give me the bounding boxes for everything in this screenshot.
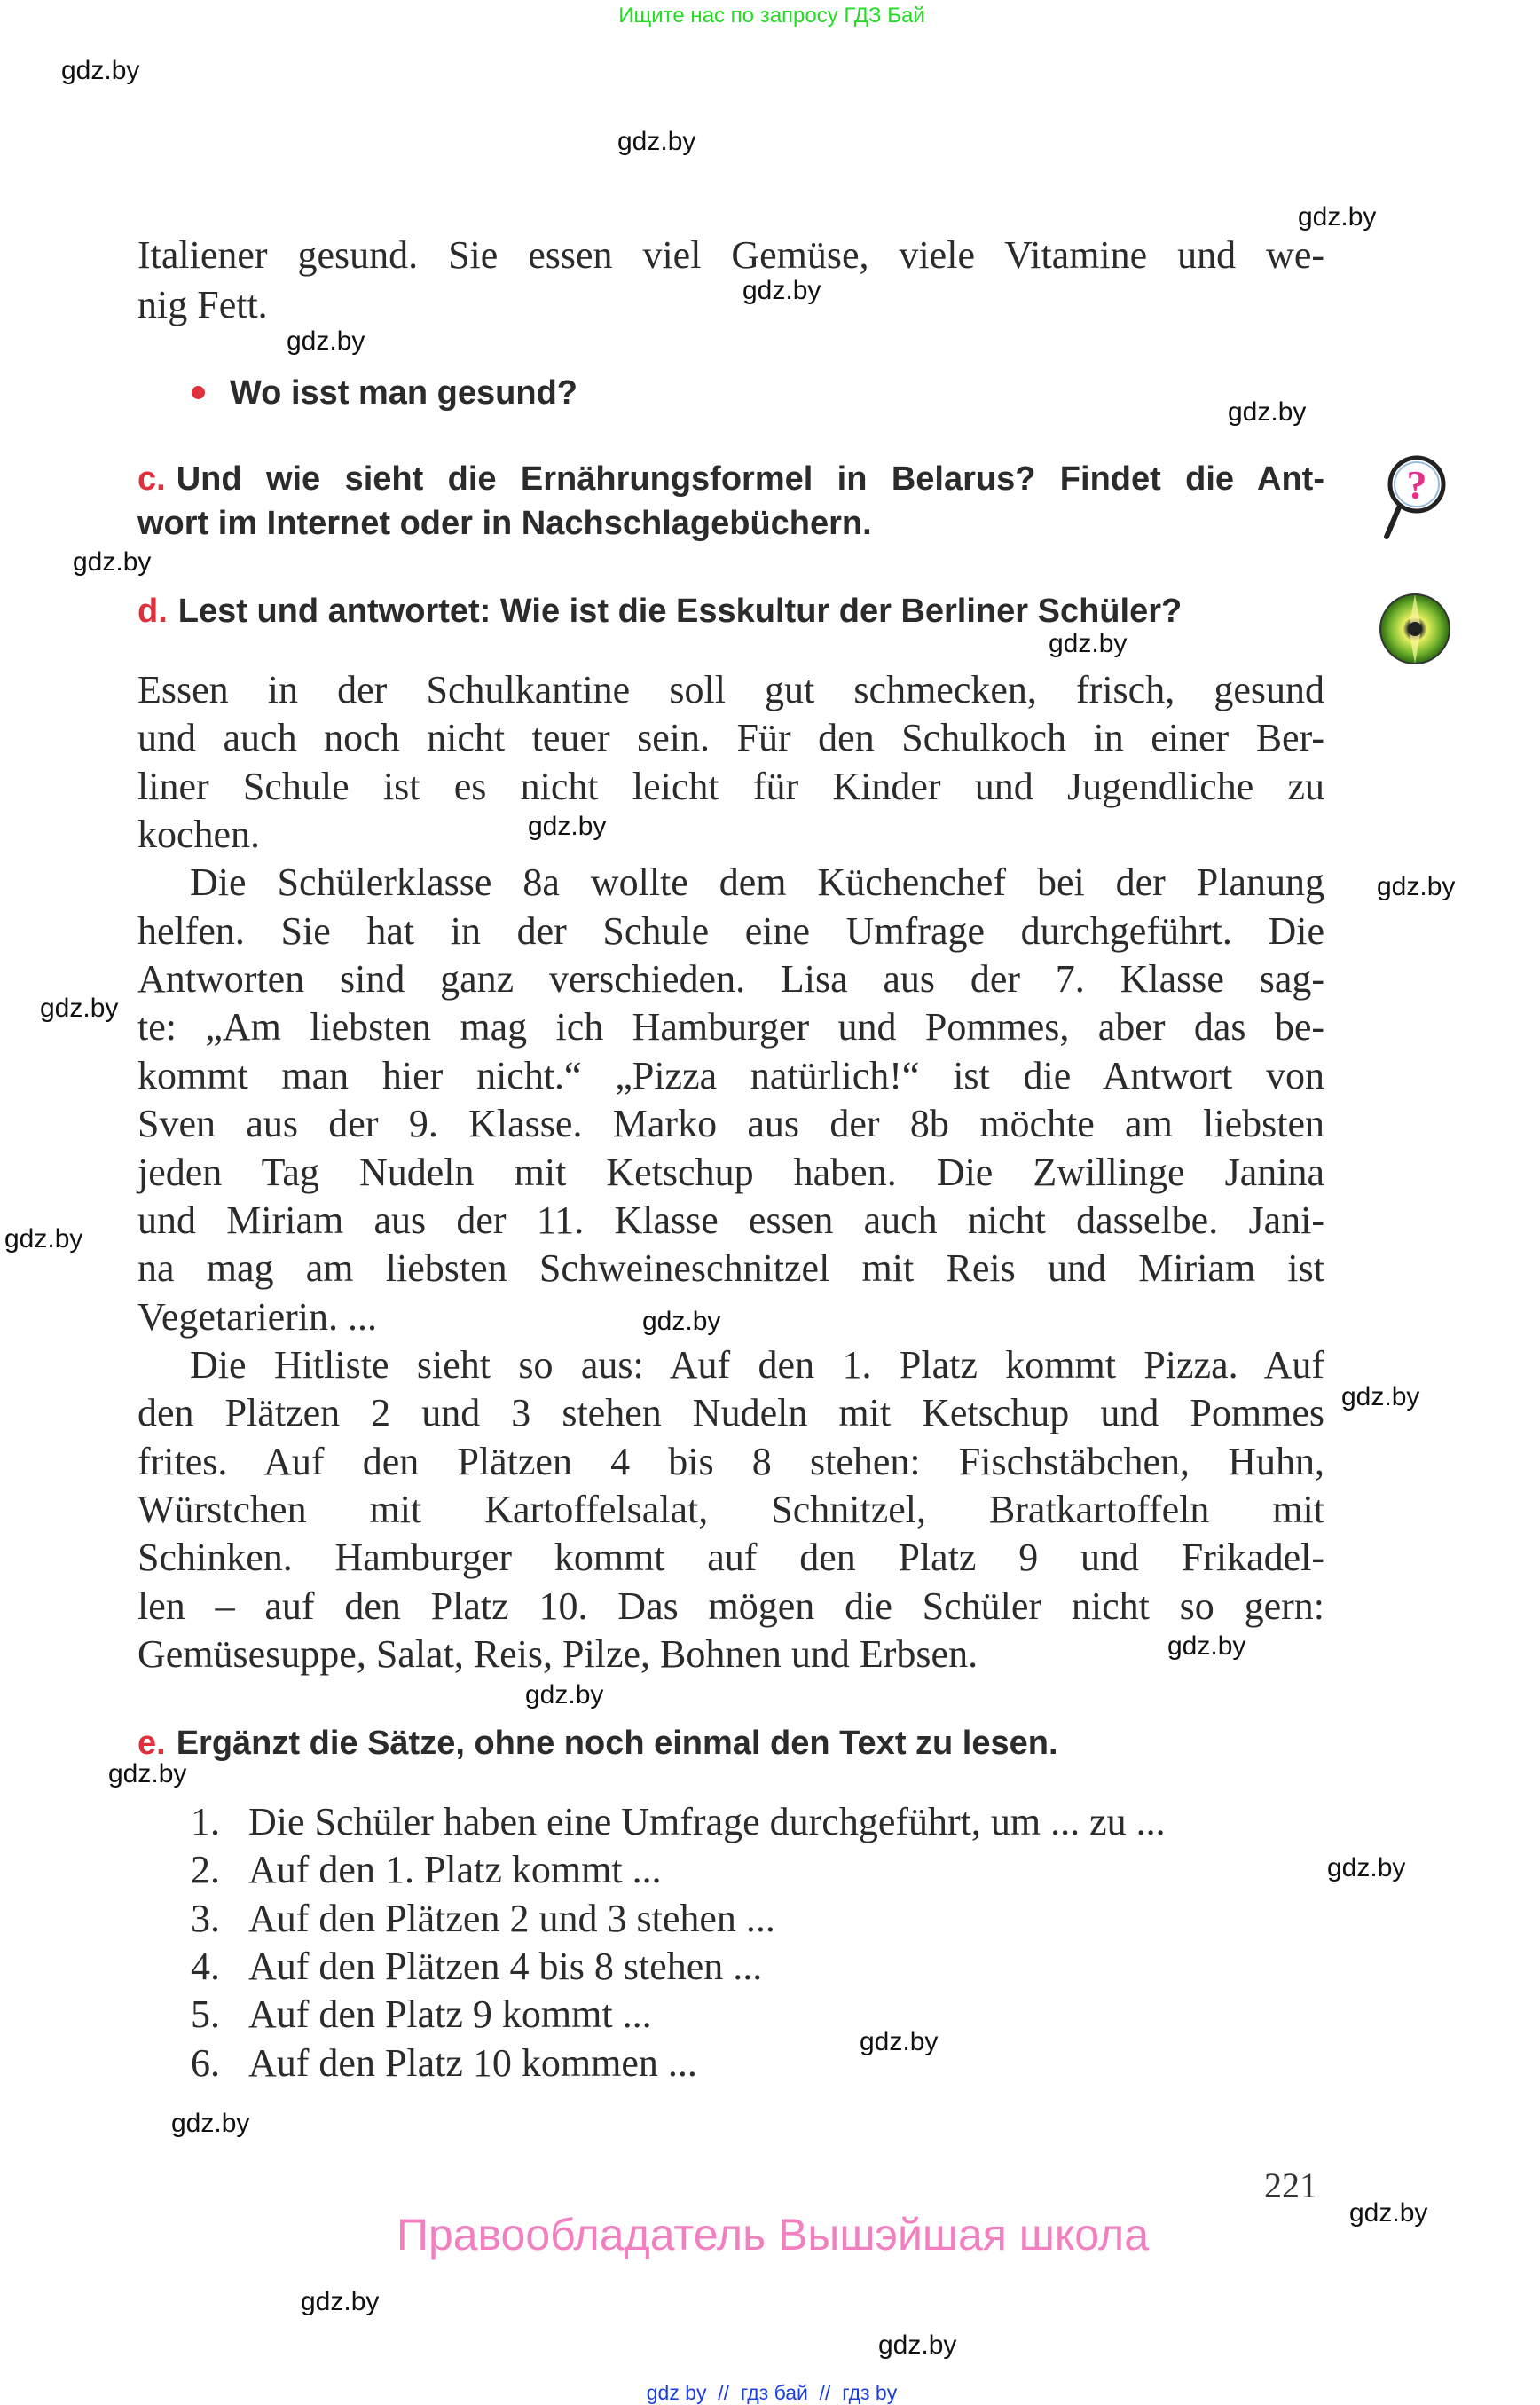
- sentence-text: Die Schüler haben eine Umfrage durchgeführt, um ... zu ...: [248, 1800, 1166, 1843]
- copyright-notice: Правообладатель Вышэйшая школа: [397, 2210, 1149, 2260]
- reading-line: Gemüsesuppe, Salat, Reis, Pilze, Bohnen und Erbsen.: [138, 1632, 978, 1676]
- reading-line: helfen. Sie hat in der Schule eine Umfrage durchgeführt. Die: [138, 908, 1324, 953]
- reading-line: kommt man hier nicht.“ „Pizza natürlich!“ ist die Antwort von: [138, 1053, 1324, 1097]
- page-number: 221: [1264, 2165, 1317, 2205]
- watermark-text: gdz.by: [301, 2287, 380, 2316]
- reading-line: te: „Am liebsten mag ich Hamburger und Pommes, aber das be-: [138, 1005, 1324, 1049]
- watermark-text: gdz.by: [1298, 202, 1377, 232]
- top-banner[interactable]: Ищите нас по запросу ГДЗ Бай: [618, 4, 925, 28]
- sentence-item: [191, 1845, 662, 1895]
- sentence-item: [191, 1894, 775, 1944]
- watermark-text: gdz.by: [525, 1680, 604, 1709]
- reading-line: kochen.: [138, 813, 261, 857]
- reading-line: und auch noch nicht teuer sein. Für den Schulkoch in einer Ber-: [138, 716, 1324, 760]
- reading-line: liner Schule ist es nicht leicht für Kinder und Jugendliche zu: [138, 764, 1324, 808]
- watermark-text: gdz.by: [171, 2109, 250, 2138]
- sentence-text: Auf den Plätzen 2 und 3 stehen ...: [248, 1896, 775, 1940]
- sentence-item: [191, 1797, 1166, 1847]
- watermark-text: gdz.by: [1228, 397, 1307, 427]
- task-d-text: Lest und antwortet: Wie ist die Esskultur der Berliner Schüler?: [177, 593, 1182, 630]
- magnifier-question-icon: [1379, 452, 1450, 546]
- watermark-text: gdz.by: [1049, 629, 1128, 658]
- audio-cd-icon[interactable]: [1379, 593, 1451, 670]
- task-d-line: [138, 589, 1324, 633]
- sentence-number: 2.: [191, 1848, 220, 1892]
- sentence-text: Auf den Platz 10 kommen ...: [248, 2040, 697, 2085]
- task-c-line-1: [138, 457, 1324, 501]
- reading-line: Die Schülerklasse 8a wollte dem Küchenchef bei der Planung: [190, 861, 1324, 905]
- sentence-item: [191, 1942, 762, 1992]
- reading-line: na mag am liebsten Schweineschnitzel mit Reis und Miriam ist: [138, 1246, 1324, 1291]
- reading-line: Würstchen mit Kartoffelsalat, Schnitzel, Bratkartoffeln mit: [138, 1487, 1324, 1531]
- reading-line: Antworten sind ganz verschieden. Lisa aus der 7. Klasse sag-: [138, 957, 1324, 1002]
- watermark-text: gdz.by: [642, 1307, 721, 1336]
- watermark-text: gdz.by: [287, 326, 365, 356]
- sentence-number: 5.: [191, 1992, 220, 2037]
- watermark-text: gdz.by: [40, 994, 119, 1023]
- watermark-text: gdz.by: [528, 812, 607, 841]
- task-c-text: Und wie sieht die Ernährungsformel in Belarus? Findet die Ant-: [176, 460, 1324, 498]
- reading-line: len – auf den Platz 10. Das mögen die Schüler nicht so gern:: [138, 1584, 1324, 1628]
- svg-text:?: ?: [1406, 462, 1427, 507]
- bullet-question: Wo isst man gesund?: [230, 374, 578, 412]
- reading-line: und Miriam aus der 11. Klasse essen auch nicht dasselbe. Jani-: [138, 1198, 1324, 1242]
- watermark-text: gdz.by: [860, 2027, 939, 2056]
- watermark-text: gdz.by: [878, 2330, 957, 2360]
- sentence-number: 3.: [191, 1896, 220, 1940]
- watermark-text: gdz.by: [617, 127, 696, 156]
- task-e-letter: e.: [138, 1725, 166, 1762]
- reading-line: Vegetarierin. ...: [138, 1294, 377, 1339]
- reading-line: Sven aus der 9. Klasse. Marko aus der 8b möchte am liebsten: [138, 1102, 1324, 1146]
- reading-line: Essen in der Schulkantine soll gut schmecken, frisch, gesund: [138, 668, 1324, 711]
- watermark-text: gdz.by: [1349, 2198, 1428, 2228]
- intro-line-1: Italiener gesund. Sie essen viel Gemüse, viele Vitamine und we-: [138, 233, 1324, 277]
- task-d-letter: d.: [138, 593, 168, 630]
- watermark-text: gdz.by: [61, 56, 140, 85]
- task-c-letter: c.: [138, 460, 166, 498]
- intro-line-2: nig Fett.: [138, 283, 268, 326]
- task-e-line: [138, 1721, 1324, 1765]
- watermark-text: gdz.by: [73, 547, 152, 577]
- sentence-item: [191, 2039, 697, 2088]
- task-c-line-2: wort im Internet oder in Nachschlagebüchern.: [138, 505, 872, 542]
- reading-line: frites. Auf den Plätzen 4 bis 8 stehen: Fischstäbchen, Huhn,: [138, 1439, 1324, 1483]
- watermark-text: gdz.by: [4, 1224, 83, 1254]
- sentence-text: Auf den Platz 9 kommt ...: [248, 1992, 652, 2037]
- reading-line: Die Hitliste sieht so aus: Auf den 1. Platz kommt Pizza. Auf: [190, 1342, 1324, 1387]
- watermark-text: gdz.by: [108, 1759, 187, 1788]
- sentence-number: 6.: [191, 2040, 220, 2085]
- watermark-text: gdz.by: [1327, 1853, 1406, 1882]
- sentence-number: 4.: [191, 1944, 220, 1988]
- watermark-text: gdz.by: [742, 276, 821, 305]
- watermark-text: gdz.by: [1167, 1631, 1246, 1661]
- bullet-icon: [192, 386, 205, 399]
- sentence-item: [191, 1990, 652, 2040]
- sentence-number: 1.: [191, 1800, 220, 1843]
- reading-line: den Plätzen 2 und 3 stehen Nudeln mit Ketschup und Pommes: [138, 1391, 1324, 1435]
- sentence-text: Auf den Plätzen 4 bis 8 stehen ...: [248, 1944, 763, 1988]
- reading-line: jeden Tag Nudeln mit Ketschup haben. Die Zwillinge Janina: [138, 1150, 1324, 1194]
- watermark-text: gdz.by: [1341, 1382, 1420, 1411]
- reading-line: Schinken. Hamburger kommt auf den Platz 9 und Frikadel-: [138, 1536, 1324, 1580]
- footer-links[interactable]: gdz by // гдз бай // гдз by: [646, 2381, 898, 2404]
- watermark-text: gdz.by: [1377, 872, 1456, 901]
- task-e-text: Ergänzt die Sätze, ohne noch einmal den Text zu lesen.: [176, 1725, 1058, 1762]
- sentence-text: Auf den 1. Platz kommt ...: [248, 1848, 662, 1892]
